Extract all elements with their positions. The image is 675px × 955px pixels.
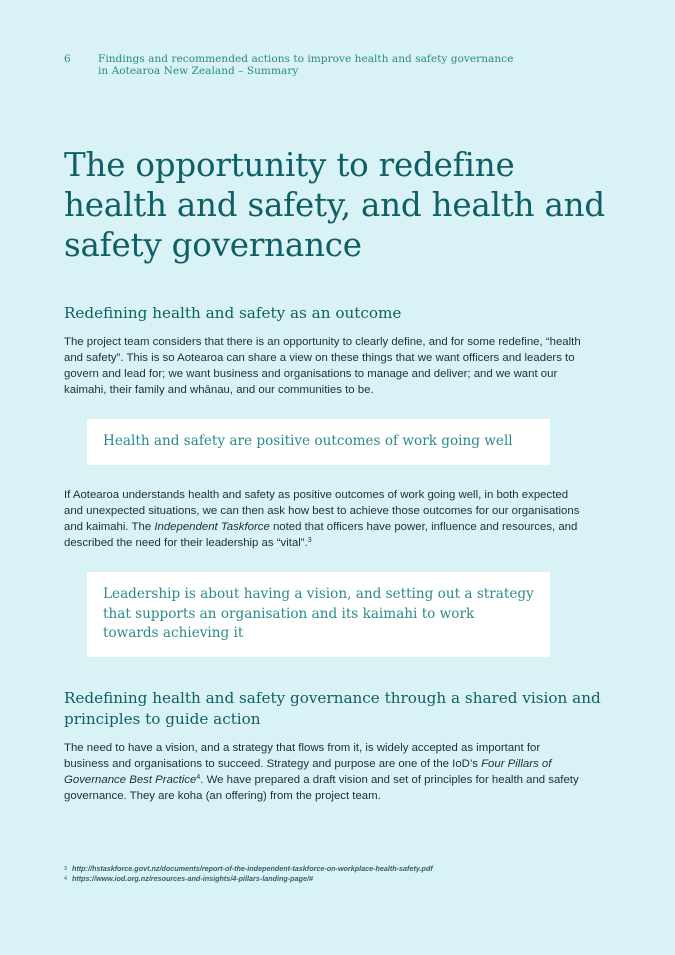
footnote-link-4[interactable]: https://www.iod.org.nz/resources-and-insights/4-pillars-landing-page/# [72,874,313,883]
vision-paragraph [64,740,586,804]
page-number: 6 [64,53,71,65]
section-heading-governance: Redefining health and safety governance through a shared vision and principles to guide action [64,689,601,728]
pull-quote-outcomes: Health and safety are positive outcomes of work going well [87,419,550,465]
footnote-mark: 4 [64,876,68,882]
footnote-ref-3: 3 [307,537,312,544]
page-title: The opportunity to redefine health and safety, and health and safety governance [64,146,605,264]
footnote-mark: 3 [64,866,68,872]
pull-quote-leadership: Leadership is about having a vision, and setting out a strategy that supports an organisation and its kaimahi to work towards achieving it [87,572,550,657]
vision-paragraph-italic: Four Pillars of Governance Best Practice [64,758,552,786]
vision-paragraph-text-b: . We have prepared a draft vision and set of principles for health and safety governance. They are koha (an offering) from the project team. [64,774,579,802]
footnote-ref-4: 4 [196,774,201,781]
taskforce-paragraph-text-b: noted that officers have power, influence and resources, and described the need for their leadership as “vital”. [64,521,578,549]
taskforce-paragraph-italic: Independent Taskforce [154,521,270,533]
footnote-link-3[interactable]: http://hstaskforce.govt.nz/documents/report-of-the-independent-taskforce-on-workplace-health-safety.pdf [72,864,433,873]
running-title-line-2: in Aotearoa New Zealand – Summary [98,65,299,77]
taskforce-paragraph [64,487,586,551]
footnote-4 [64,874,624,884]
footnotes [64,864,624,884]
intro-paragraph: The project team considers that there is an opportunity to clearly define, and for some redefine, “health and safety”. This is so Aotearoa can share a view on these things that we want officers and leaders to govern and lead for; we want business and organisations to manage and deliver; and we want our kaimahi, their family and whānau, and our communities to be. [64,336,581,396]
taskforce-paragraph-text-a: If Aotearoa understands health and safety as positive outcomes of work going well, in both expected and unexpected situations, we can then ask how best to achieve those outcomes for our organisations and kaimahi. The [64,489,580,533]
section-heading-outcome: Redefining health and safety as an outcome [64,304,402,322]
footnote-3 [64,864,624,874]
vision-paragraph-text-a: The need to have a vision, and a strategy that flows from it, is widely accepted as important for business and organisations to succeed. Strategy and purpose are one of the IoD’s [64,742,541,770]
running-title-line-1: Findings and recommended actions to improve health and safety governance [98,53,514,65]
running-title [98,53,558,77]
